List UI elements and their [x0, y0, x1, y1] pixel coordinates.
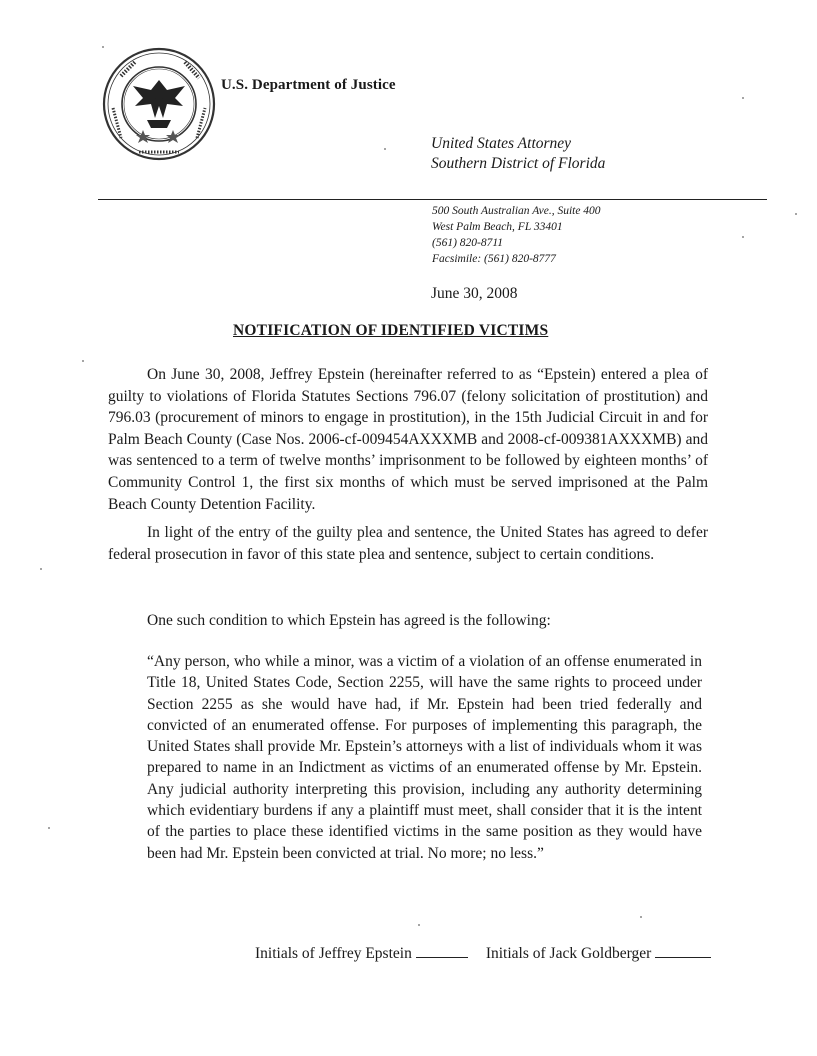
address-fax: Facsimile: (561) 820-8777: [432, 253, 556, 265]
initials-goldberger-label: Initials of Jack Goldberger: [485, 945, 652, 962]
initials-epstein-label: Initials of Jeffrey Epstein: [255, 945, 412, 962]
scan-speck: [384, 148, 386, 150]
header-divider: [98, 199, 767, 200]
scan-speck: [40, 568, 42, 570]
paragraph-condition: [108, 610, 708, 632]
office-title: United States Attorney: [431, 135, 572, 152]
office-block: [431, 134, 605, 174]
address-street: 500 South Australian Ave., Suite 400: [432, 205, 601, 217]
scan-speck: [795, 213, 797, 215]
address-block: [432, 203, 601, 267]
scan-speck: [48, 827, 50, 829]
scan-speck: [742, 97, 744, 99]
initials-goldberger-blank: [655, 945, 711, 958]
scan-speck: [82, 360, 84, 362]
initials-epstein-blank: [416, 945, 468, 958]
paragraph-plea-text: On June 30, 2008, Jeffrey Epstein (hereinafter referred to as “Epstein) entered a plea of guilty to violations of Florida Statutes Sections 796.07 (felony solicitation of prostitution) and 796.03 (procurement of minors to engage in prostitution), in the 15th Judicial Circuit in and for Palm Beach County (Case Nos. 2006-cf-009454AXXXMB and 2008-cf-009381AXXXMB) and was sentenced to a term of twelve months’ imprisonment to be followed by eighteen months’ of Community Control 1, the first six months of which must be served imprisoned at the Palm Beach County Detention Facility.: [108, 366, 708, 513]
scan-speck: [418, 924, 420, 926]
paragraph-deferral: [108, 522, 708, 565]
paragraph-condition-text: One such condition to which Epstein has agreed is the following:: [147, 612, 551, 629]
quoted-condition: “Any person, who while a minor, was a victim of a violation of an offense enumerated in Title 18, United States Code, Section 2255, will have the same rights to proceed under Section 2255 as she would have had, if Mr. Epstein had been tried federally and convicted of an enumerated offense. For purposes of implementing this paragraph, the United States shall provide Mr. Epstein’s attorneys with a list of individuals whom it was prepared to name in an Indictment as victims of an enumerated offense by Mr. Epstein. Any judicial authority interpreting this provision, including any authority determining which evidentiary burdens if any a plaintiff must meet, shall consider that it is the intent of the parties to place these identified victims in the same position as they would have been had Mr. Epstein been convicted at trial. No more; no less.”: [147, 653, 702, 862]
document-heading: NOTIFICATION OF IDENTIFIED VICTIMS: [233, 322, 549, 339]
doj-seal-icon: [99, 46, 219, 162]
department-name: U.S. Department of Justice: [221, 77, 396, 93]
letter-date: June 30, 2008: [431, 285, 518, 302]
scan-speck: [102, 46, 104, 48]
address-city: West Palm Beach, FL 33401: [432, 221, 563, 233]
address-phone: (561) 820-8711: [432, 237, 504, 249]
scan-speck: [742, 236, 744, 238]
paragraph-deferral-text: In light of the entry of the guilty plea and sentence, the United States has agreed to defer federal prosecution in favor of this state plea and sentence, subject to certain conditions.: [108, 524, 708, 563]
scan-speck: [640, 916, 642, 918]
initials-line: [255, 945, 711, 963]
office-district: Southern District of Florida: [431, 155, 606, 172]
paragraph-plea: [108, 364, 708, 515]
